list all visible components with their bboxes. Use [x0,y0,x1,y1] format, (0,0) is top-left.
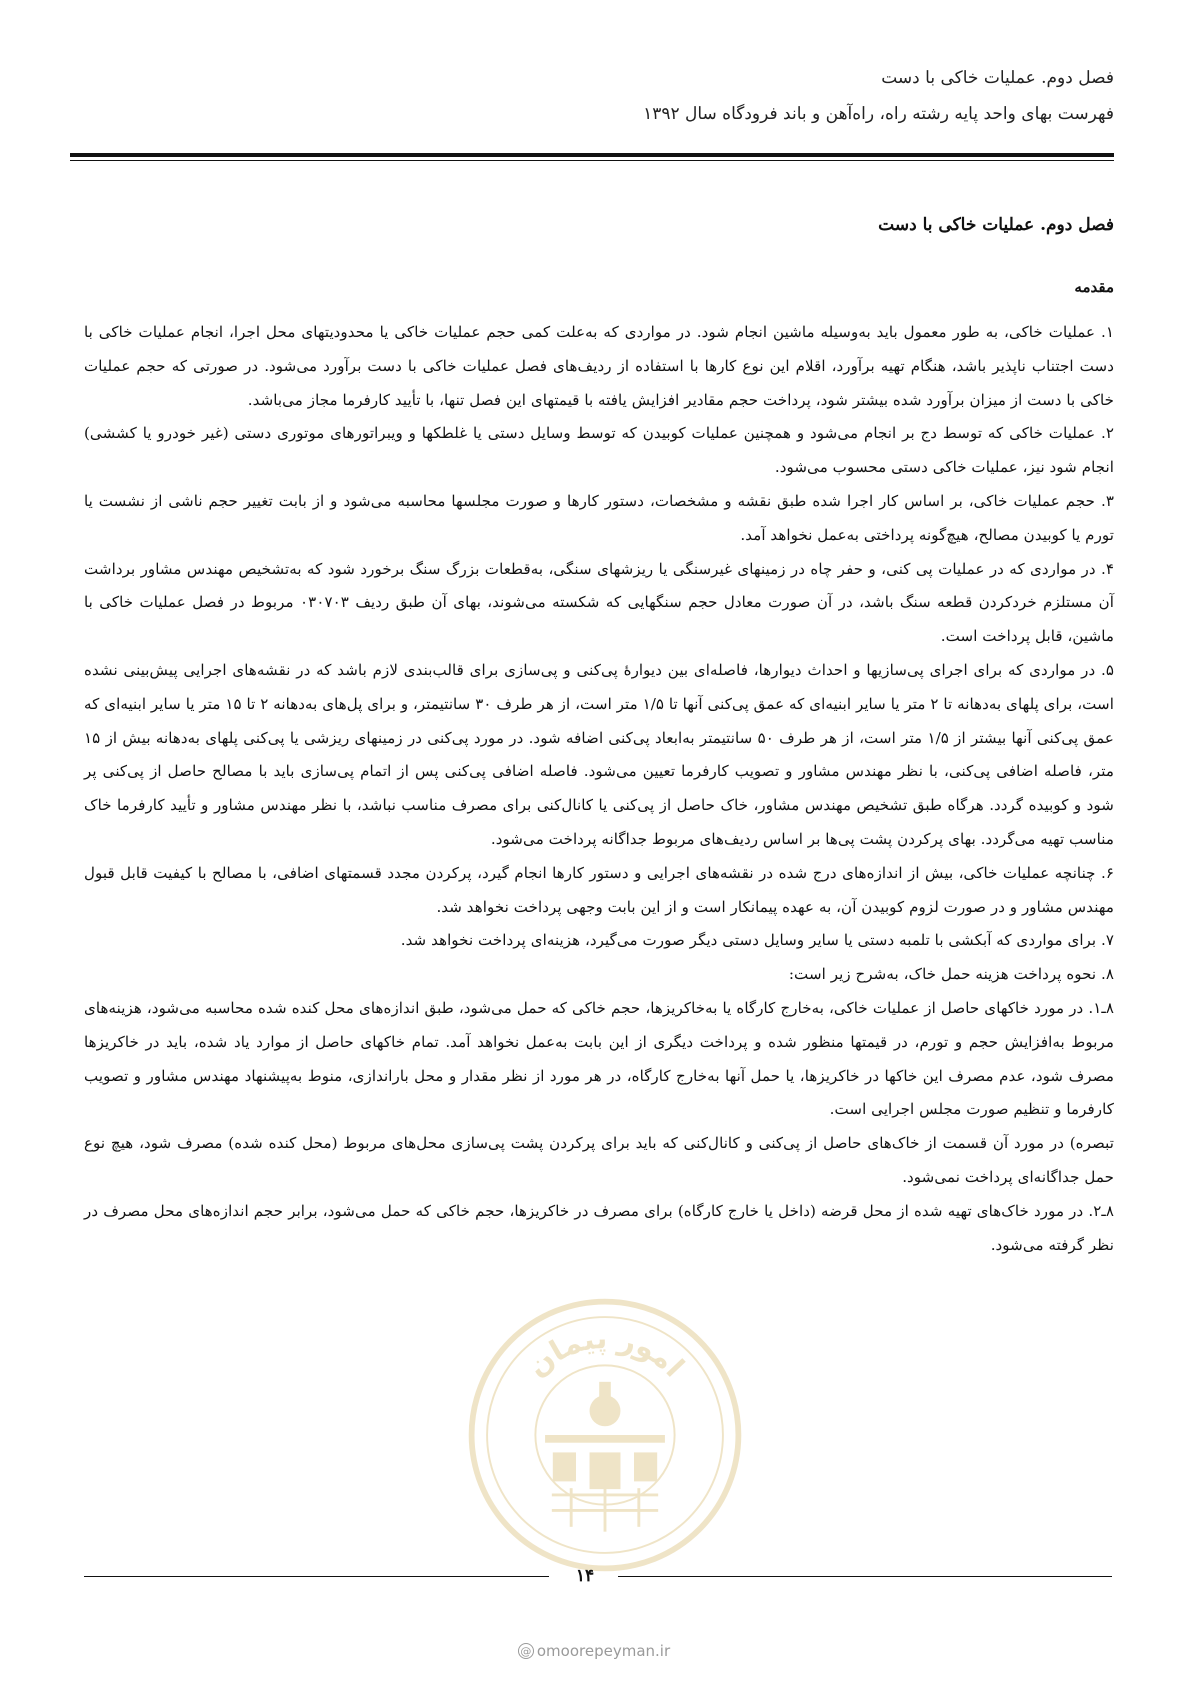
header-chapter-title: فصل دوم. عملیات خاکی با دست [881,68,1114,88]
paragraph-2: ۲. عملیات خاکی که توسط دج بر انجام می‌شود و همچنین عملیات کوبیدن که توسط وسایل دستی یا غلطکها و ویبراتورهای موتوری دستی (غیر خودرو یا کششی) انجام شود نیز، عملیات خاکی دستی محسوب می‌شود. [84,424,1114,477]
omoore-peyman-seal-watermark [460,1290,750,1580]
paragraph-3: ۳. حجم عملیات خاکی، بر اساس کار اجرا شده طبق نقشه و مشخصات، دستور کارها و صورت مجلسها محاسبه می‌شود و از بابت تغییر حجم ناشی از نشست یا تورم یا کوبیدن مصالح، هیچ‌گونه پرداختی به‌عمل نخواهد آمد. [84,491,1114,544]
chapter-title: فصل دوم. عملیات خاکی با دست [878,215,1114,235]
header-rule-thick [70,153,1114,157]
paragraph-4: ۴. در مواردی که در عملیات پی کنی، و حفر چاه در زمینهای غیرسنگی یا ریزشهای سنگی، به‌قطعات بزرگ سنگ برخورد شود که به‌تشخیص مهندس مشاور برداشت آن مستلزم خردکردن قطعه سنگ باشد، در آن صورت معادل حجم سنگهایی که شکسته می‌شوند، بهای آن طبق ردیف ۰۳۰۷۰۳ مربوط در فصل عملیات خاکی با ماشین، قابل پرداخت است. [84,559,1114,646]
page-number: ۱۴ [575,1566,595,1586]
paragraph-5: ۵. در مواردی که برای اجرای پی‌سازیها و احداث دیوارها، فاصله‌ای بین دیوارهٔ پی‌کنی و پی‌سازی برای قالب‌بندی لازم باشد که در نقشه‌های اجرایی پیش‌بینی نشده است، برای پلهای به‌دهانه تا ۲ متر یا سایر ابنیه‌ای که عمق پی‌کنی آنها تا ۱/۵ متر است، از هر طرف ۳۰ سانتیمتر، و برای پل‌های به‌دهانه ۲ تا ۱۵ متر یا سایر ابنیه‌ای که عمق پی‌کنی آنها بیشتر از ۱/۵ متر است، از هر طرف ۵۰ سانتیمتر به‌ابعاد پی‌کنی اضافه شود. در مورد پی‌کنی در زمینهای ریزشی یا پی‌کنی پلهای به‌دهانه بیش از ۱۵ متر، فاصله اضافی پی‌کنی، با نظر مهندس مشاور و تصویب کارفرما تعیین می‌شود. فاصله اضافی پی‌کنی پس از اتمام پی‌سازی باید با مصالح حاصل از پی‌کنی پر شود و کوبیده گردد. هرگاه طبق تشخیص مهندس مشاور، خاک حاصل از پی‌کنی یا کانال‌کنی برای مصرف مناسب نباشد، با نظر مهندس مشاور و تأیید کارفرما خاک مناسب تهیه می‌گردد. بهای پرکردن پشت پی‌ها بر اساس ردیف‌های مربوط جداگانه پرداخت می‌شود. [84,660,1114,848]
footer-rule-left [84,1576,549,1577]
paragraph-8-2: ۸ـ۲. در مورد خاک‌های تهیه شده از محل قرضه (داخل یا خارج کارگاه) برای مصرف در خاکریزها، حجم خاکی که حمل می‌شود، برابر حجم اندازه‌های محل مصرف در نظر گرفته می‌شود. [84,1201,1114,1254]
paragraph-8: ۸. نحوه پرداخت هزینه حمل خاک، به‌شرح زیر است: [788,965,1114,984]
paragraph-6: ۶. چنانچه عملیات خاکی، بیش از اندازه‌های درج شده در نقشه‌های اجرایی و دستور کارها انجام گیرد، پرکردن مجدد قسمتهای اضافی، با مصالح با کیفیت قابل قبول مهندس مشاور و در صورت لزوم کوبیدن آن، به عهده پیمانکار است و از این بابت وجهی پرداخت نخواهد شد. [84,863,1114,916]
site-credit-text: omoorepeyman.ir [536,1642,671,1660]
header-book-title: فهرست بهای واحد پایه رشته راه، راه‌آهن و باند فرودگاه سال ۱۳۹۲ [643,104,1114,124]
running-header [74,60,1114,132]
site-credit [494,1642,694,1660]
paragraph-1: ۱. عملیات خاکی، به طور معمول باید به‌وسیله ماشین انجام شود. در مواردی که به‌علت کمی حجم عملیات خاکی یا محدودیتهای محل اجرا، انجام عملیات خاکی با دست اجتناب ناپذیر باشد، هنگام تهیه برآورد، اقلام این نوع کارها با استفاده از ردیف‌های فصل عملیات خاکی با دست برآورد می‌شود. در صورتی که حجم عملیات خاکی با دست از میزان برآورد شده بیشتر شود، پرداخت حجم مقادیر افزایش یافته با قیمتهای این فصل تنها، با تأیید کارفرما مجاز می‌باشد. [84,323,1114,409]
footer-rule-right [618,1576,1112,1577]
main-content [84,210,1114,1262]
paragraph-7: ۷. برای مواردی که آبکشی با تلمبه دستی یا سایر وسایل دستی دیگر صورت می‌گیرد، هزینه‌ای پرداخت نخواهد شد. [400,931,1114,950]
header-rule-thin [70,160,1114,161]
watermark-text: امور پیمان [520,1320,692,1384]
svg-text:امور پیمان [520,1321,691,1384]
paragraph-8-1: ۸ـ۱. در مورد خاکهای حاصل از عملیات خاکی، به‌خارج کارگاه یا به‌خاکریزها، حجم خاکی که حمل می‌شود، طبق اندازه‌های محل کنده شده محاسبه می‌شود، هزینه‌های مربوط به‌افزایش حجم و تورم، در قیمتها منظور شده و پرداخت دیگری از این بابت به‌عمل نخواهد آمد. تمام خاکهای حاصل از موارد یاد شده، باید در خاکریزها مصرف شود، عدم مصرف این خاکها در خاکریزها، یا حمل آنها به‌خارج کارگاه، در هر مورد از نظر مقدار و محل باراندازی، منوط به‌پیشنهاد مهندس مشاور و تصویب کارفرما و تنظیم صورت مجلس اجرایی است. [84,998,1114,1119]
at-sign-icon: @ [518,1643,534,1659]
paragraph-note: تبصره) در مورد آن قسمت از خاک‌های حاصل از پی‌کنی و کانال‌کنی که باید برای پرکردن پشت پی‌سازی محل‌های مربوط (محل کنده شده) مصرف شود، هیچ نوع حمل جداگانه‌ای پرداخت نمی‌شود. [84,1134,1114,1186]
introduction-heading: مقدمه [1074,278,1114,296]
